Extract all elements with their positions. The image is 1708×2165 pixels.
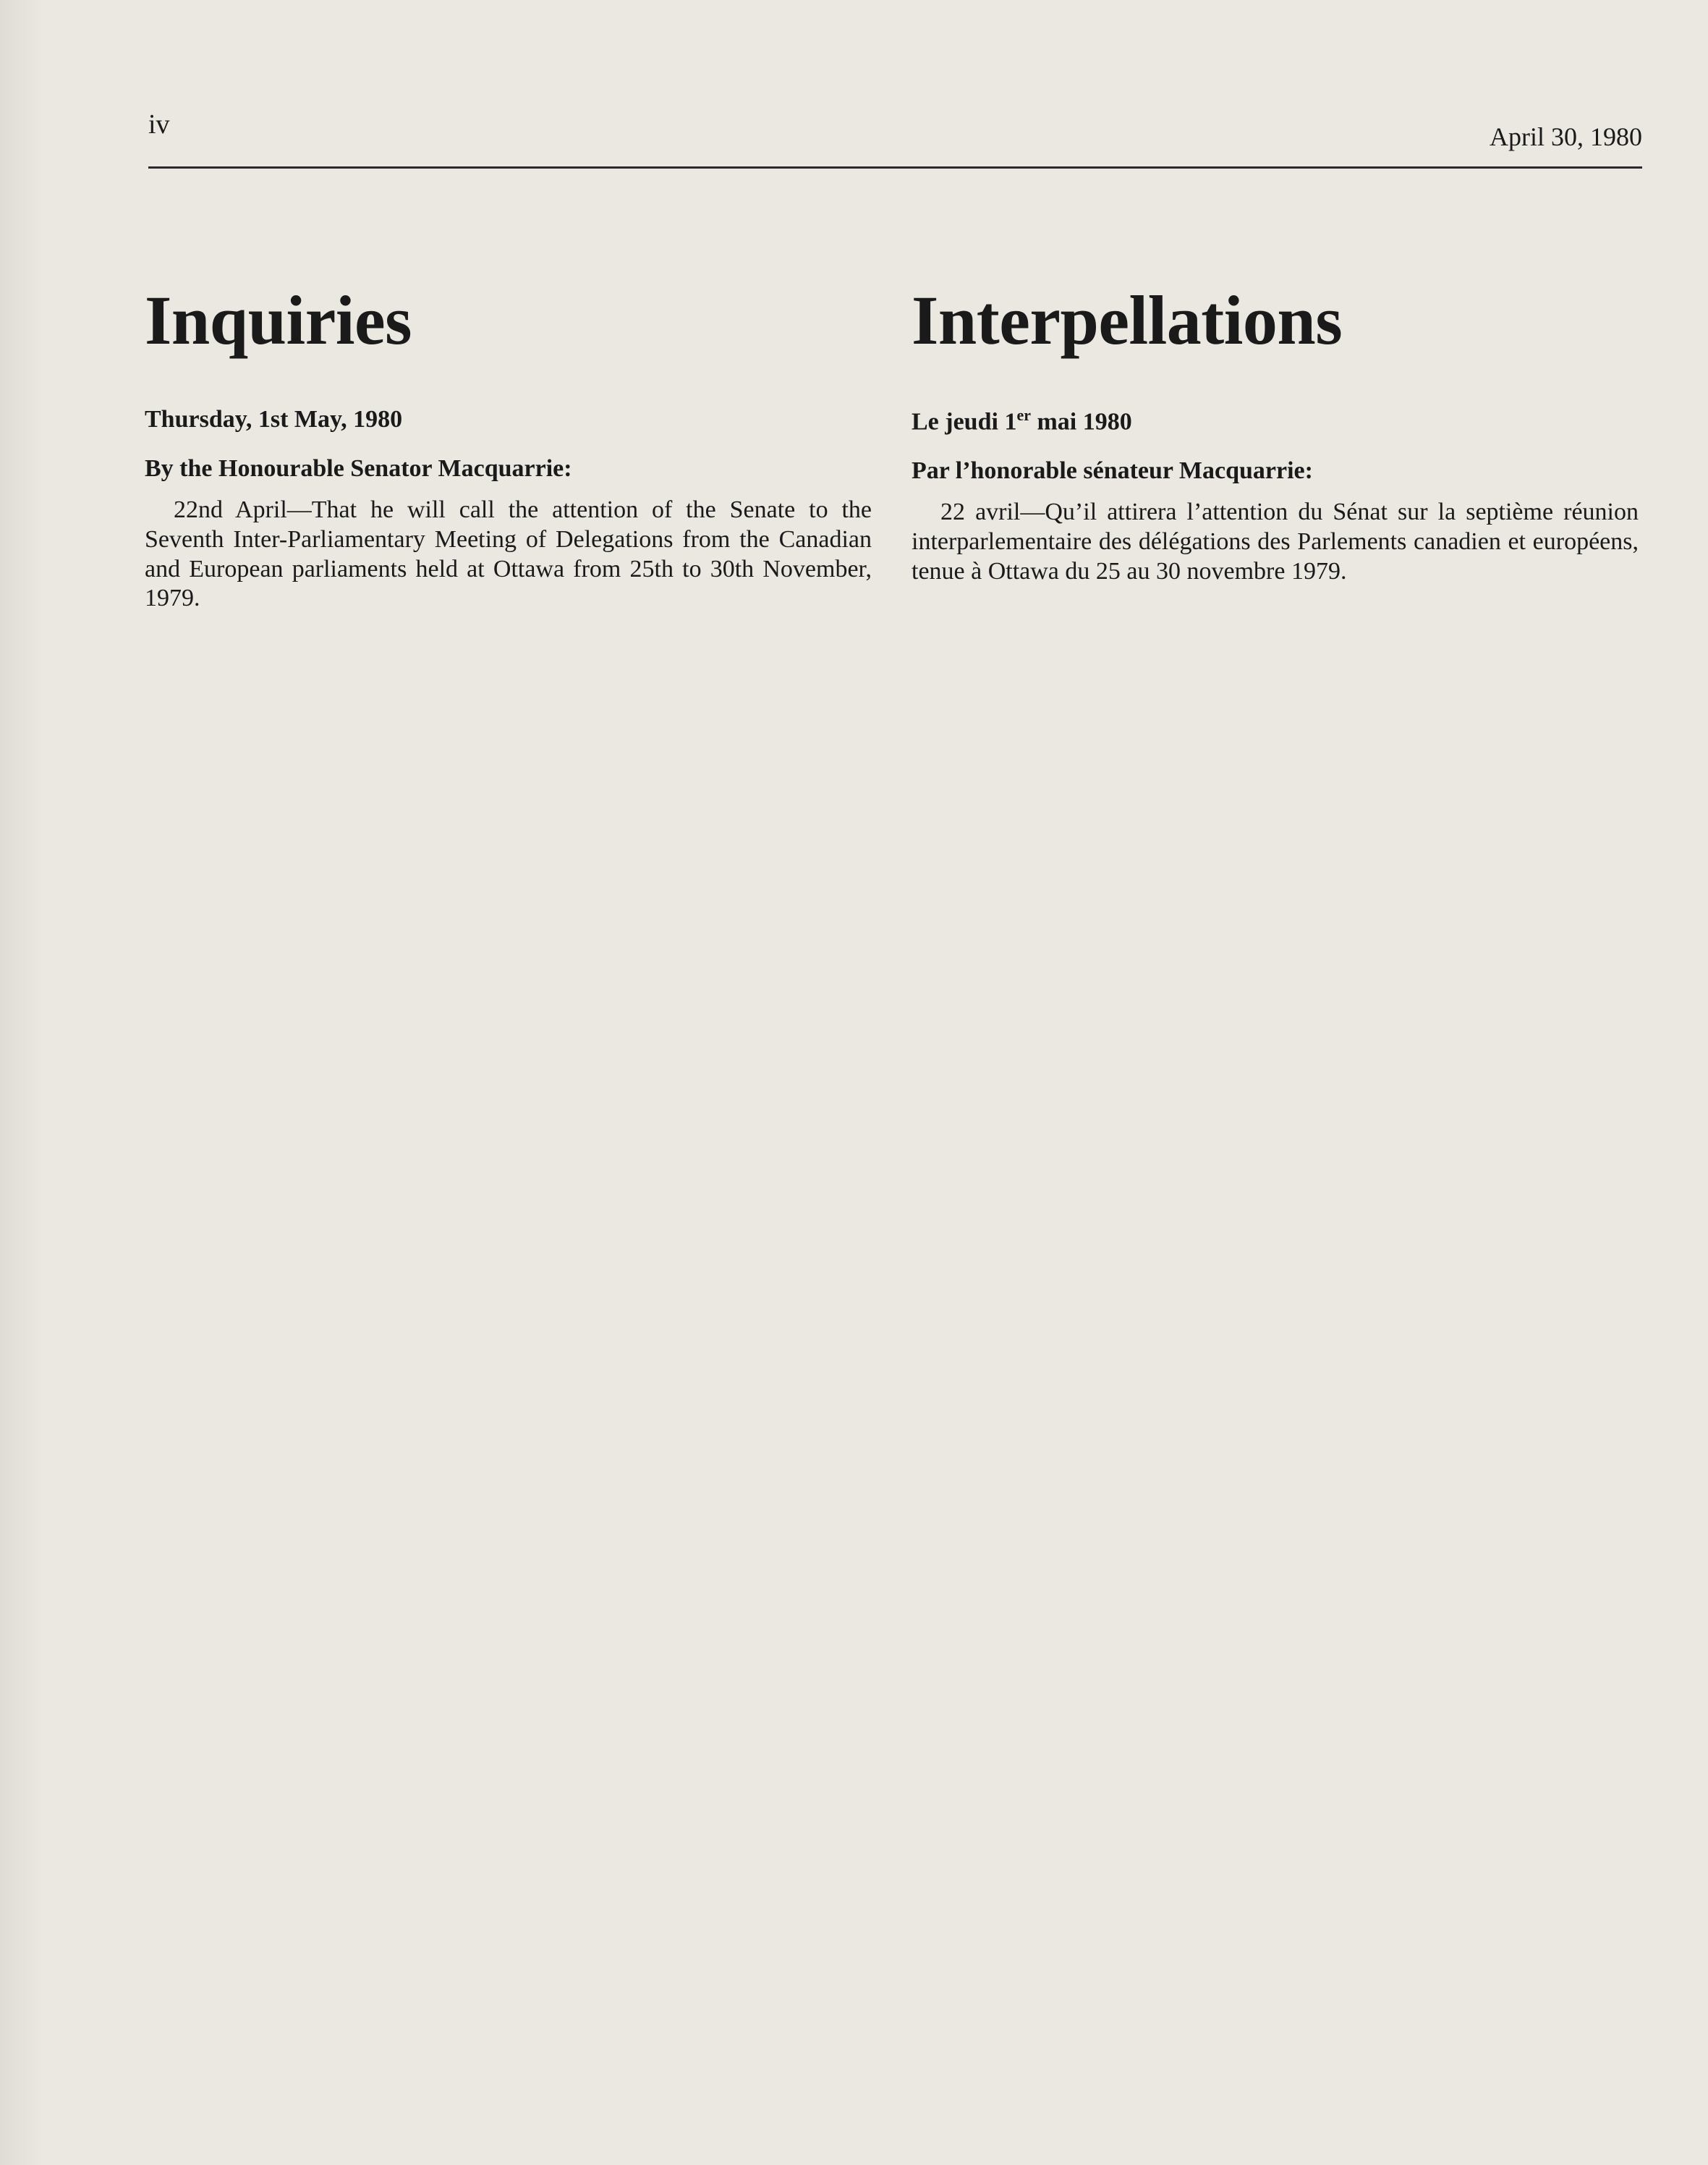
date-heading-french bbox=[912, 406, 1639, 436]
senator-heading-english: By the Honourable Senator Macquarrie: bbox=[145, 455, 572, 482]
date-heading-french-prefix: Le jeudi 1 bbox=[912, 408, 1017, 436]
page-number: iv bbox=[148, 109, 170, 140]
date-heading-french-suffix: mai 1980 bbox=[1030, 408, 1132, 436]
page-date: April 30, 1980 bbox=[1490, 122, 1642, 151]
date-heading-english: Thursday, 1st May, 1980 bbox=[145, 406, 403, 433]
inquiry-text-english: 22nd April—That he will call the attention of the Senate to the Seventh Inter-Parliamentary Meeting of Delegations from the Canadian and European parliaments held at Ottawa from 25th to 30th November, 1979. bbox=[145, 496, 872, 612]
senator-heading-french: Par l’honorable sénateur Macquarrie: bbox=[912, 457, 1313, 485]
date-heading-french-sup: er bbox=[1016, 406, 1031, 424]
page-header bbox=[148, 109, 1642, 169]
french-column bbox=[912, 281, 1639, 587]
english-column bbox=[145, 281, 872, 614]
section-title-french: Interpellations bbox=[912, 281, 1343, 359]
section-title-english: Inquiries bbox=[145, 281, 412, 359]
inquiry-text-french: 22 avril—Qu’il attirera l’attention du Sénat sur la septième réunion interparlementaire des délégations des Parlements canadien et européens, tenue à Ottawa du 25 au 30 novembre 1979. bbox=[912, 499, 1639, 585]
